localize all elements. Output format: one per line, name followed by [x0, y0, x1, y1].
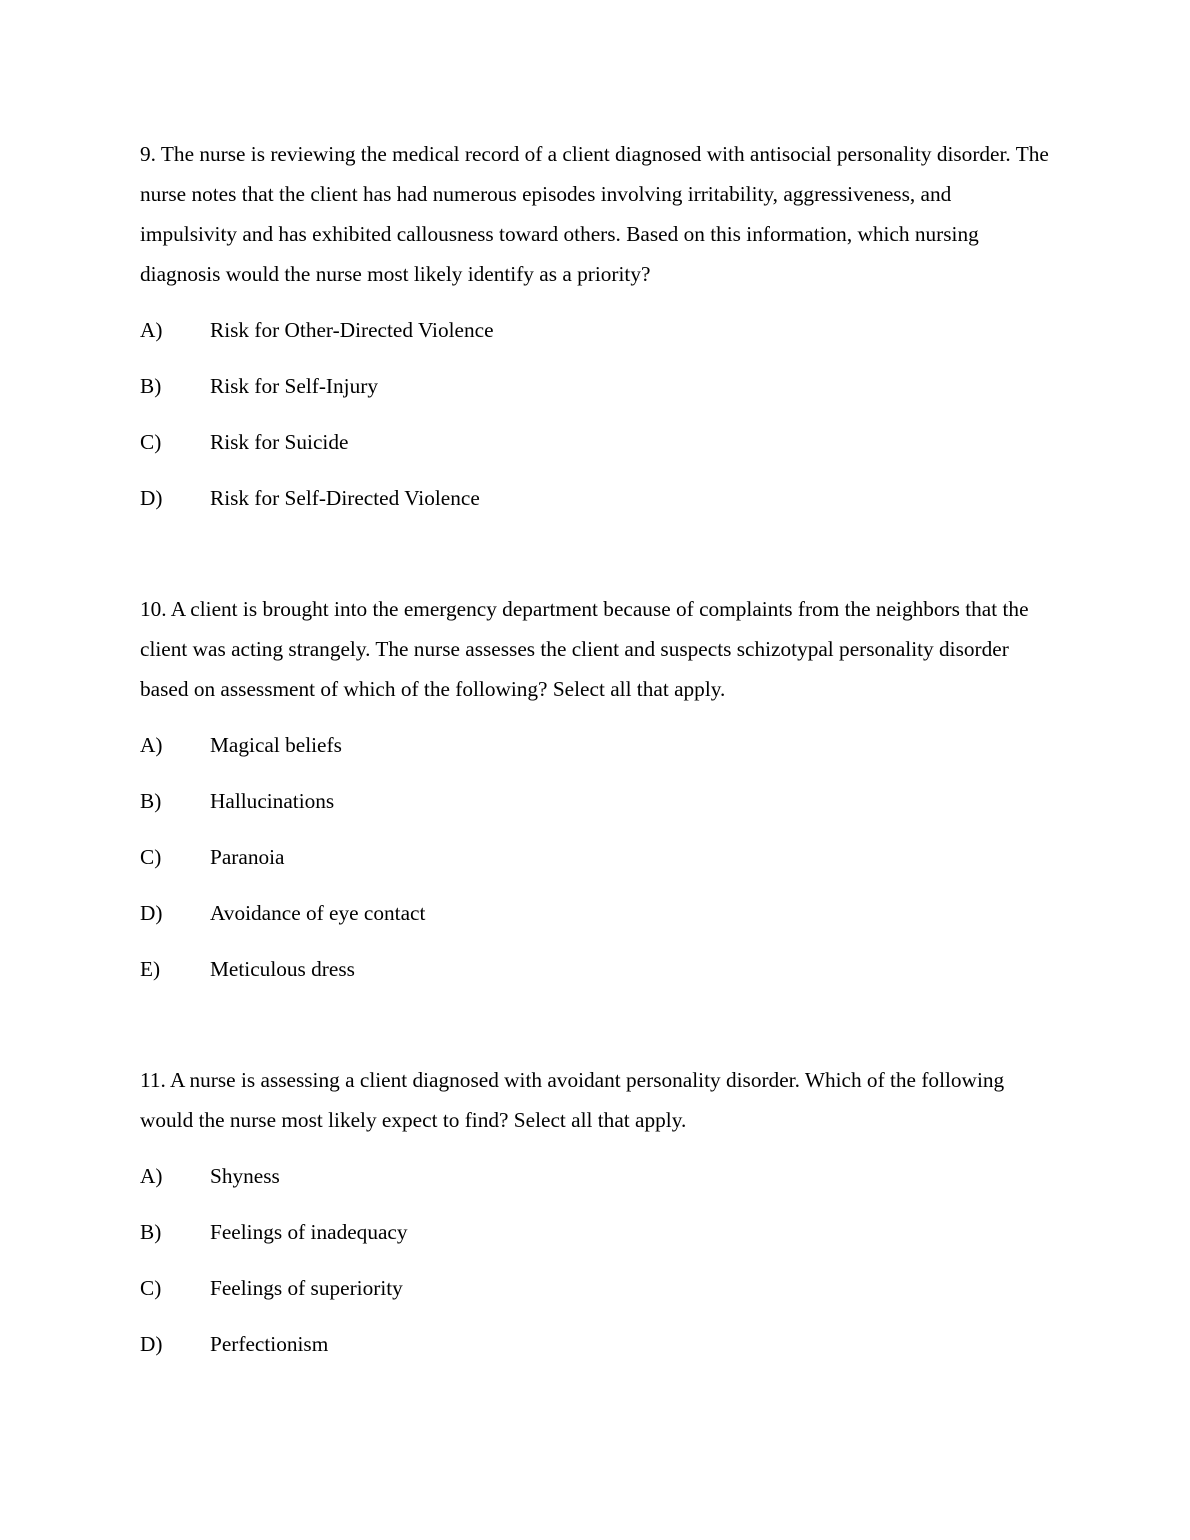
- option-text: Risk for Self-Directed Violence: [210, 486, 480, 510]
- answer-option: [140, 1268, 1050, 1324]
- answer-option: [140, 366, 1050, 422]
- answer-option: [140, 422, 1050, 478]
- option-letter: B): [140, 1220, 162, 1244]
- question-10: [140, 589, 1050, 1005]
- answer-options: [140, 310, 1050, 534]
- option-letter: E): [140, 957, 161, 981]
- option-text: Shyness: [210, 1164, 280, 1188]
- option-letter: C): [140, 430, 162, 454]
- option-letter: A): [140, 733, 163, 757]
- option-text: Feelings of superiority: [210, 1276, 403, 1300]
- option-letter: A): [140, 1164, 163, 1188]
- option-letter: B): [140, 374, 162, 398]
- option-letter: D): [140, 901, 163, 925]
- option-text: Meticulous dress: [210, 957, 355, 981]
- option-letter: A): [140, 318, 163, 342]
- option-letter: D): [140, 1332, 163, 1356]
- question-9: [140, 134, 1050, 534]
- option-letter: C): [140, 1276, 162, 1300]
- answer-option: [140, 1212, 1050, 1268]
- option-letter: C): [140, 845, 162, 869]
- answer-option: [140, 1324, 1050, 1380]
- option-letter: D): [140, 486, 163, 510]
- question-stem: 9. The nurse is reviewing the medical record of a client diagnosed with antisocial personality disorder. The nurse notes that the client has had numerous episodes involving irritability, aggressiveness, and impulsivity and has exhibited callousness toward others. Based on this information, which nursing diagnosis would the nurse most likely identify as a priority?: [140, 142, 1049, 286]
- option-text: Paranoia: [210, 845, 285, 869]
- question-stem: 10. A client is brought into the emergency department because of complaints from the neighbors that the client was acting strangely. The nurse assesses the client and suspects schizotypal personality disorder based on assessment of which of the following? Select all that apply.: [140, 597, 1029, 701]
- option-text: Risk for Suicide: [210, 430, 349, 454]
- answer-options: [140, 725, 1050, 1005]
- answer-option: [140, 1156, 1050, 1212]
- question-11: [140, 1060, 1050, 1380]
- answer-option: [140, 949, 1050, 1005]
- answer-option: [140, 478, 1050, 534]
- option-letter: B): [140, 789, 162, 813]
- answer-option: [140, 781, 1050, 837]
- option-text: Risk for Other-Directed Violence: [210, 318, 494, 342]
- option-text: Perfectionism: [210, 1332, 329, 1356]
- option-text: Risk for Self-Injury: [210, 374, 378, 398]
- option-text: Avoidance of eye contact: [210, 901, 426, 925]
- answer-options: [140, 1156, 1050, 1380]
- option-text: Magical beliefs: [210, 733, 342, 757]
- answer-option: [140, 725, 1050, 781]
- question-stem: 11. A nurse is assessing a client diagnosed with avoidant personality disorder. Which of the following would the nurse most likely expect to find? Select all that apply.: [140, 1068, 1005, 1132]
- answer-option: [140, 837, 1050, 893]
- answer-option: [140, 893, 1050, 949]
- option-text: Hallucinations: [210, 789, 335, 813]
- option-text: Feelings of inadequacy: [210, 1220, 408, 1244]
- answer-option: [140, 310, 1050, 366]
